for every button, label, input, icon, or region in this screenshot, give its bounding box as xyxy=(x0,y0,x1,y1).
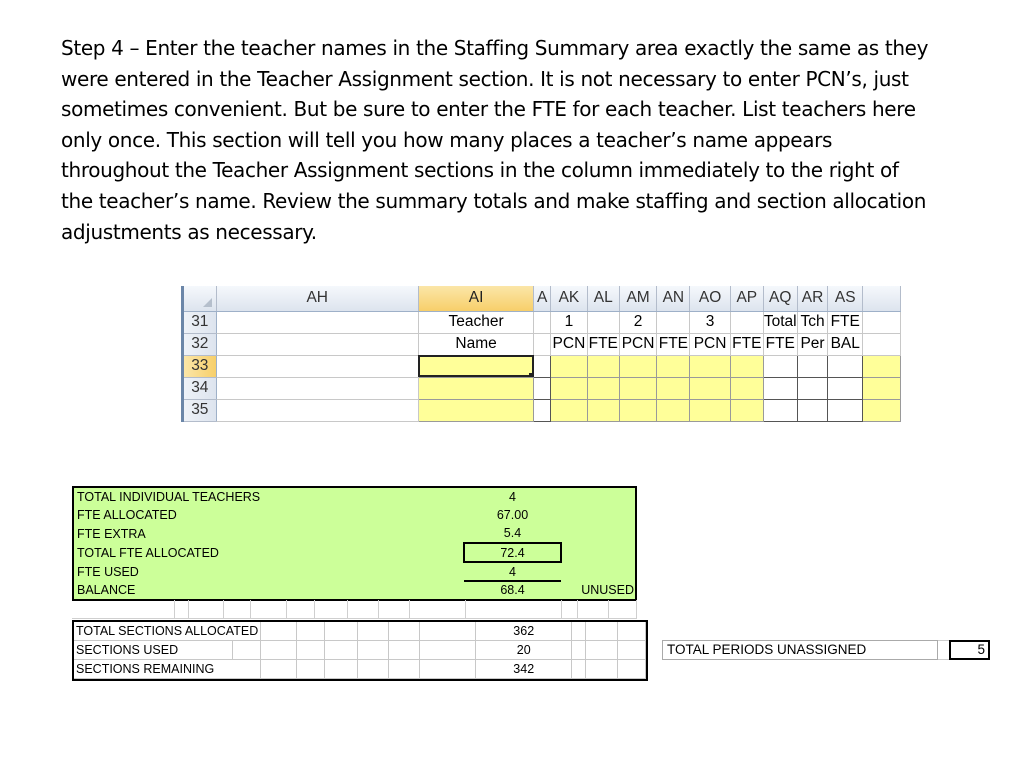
cell[interactable] xyxy=(534,399,551,421)
input-cell[interactable] xyxy=(551,399,588,421)
cell-tch-label[interactable]: Tch xyxy=(797,311,828,333)
column-header[interactable]: AR xyxy=(797,286,828,311)
calc-cell[interactable] xyxy=(828,377,863,399)
selected-teacher-name-cell[interactable] xyxy=(418,355,533,377)
summary-value: 4 xyxy=(509,489,516,504)
calc-cell[interactable] xyxy=(763,355,797,377)
cell-name-label[interactable]: Name xyxy=(418,333,533,355)
input-cell[interactable] xyxy=(657,355,690,377)
cell[interactable] xyxy=(216,311,418,333)
column-header[interactable]: AP xyxy=(730,286,763,311)
summary-label: BALANCE xyxy=(77,582,136,597)
column-header[interactable]: AH xyxy=(216,286,418,311)
instruction-line: Step 4 – Enter the teacher names in the Staffing Summary area exactly the same as they xyxy=(61,36,929,60)
cell[interactable] xyxy=(657,311,690,333)
summary-note xyxy=(561,525,636,544)
column-header[interactable]: AO xyxy=(690,286,731,311)
input-cell[interactable] xyxy=(619,355,657,377)
cell[interactable] xyxy=(216,333,418,355)
input-cell[interactable] xyxy=(657,377,690,399)
summary-label: TOTAL FTE ALLOCATED xyxy=(77,545,219,560)
summary-row xyxy=(73,581,636,600)
sections-value: 362 xyxy=(476,622,572,641)
instruction-line: sometimes convenient. But be sure to enter the FTE for each teacher. List teachers here xyxy=(61,97,916,122)
summary-value: 67.00 xyxy=(496,508,529,523)
input-cell[interactable] xyxy=(619,377,657,399)
cell[interactable] xyxy=(534,333,551,355)
row-header[interactable]: 35 xyxy=(184,399,216,421)
instruction-line: adjustments as necessary. xyxy=(61,219,317,244)
input-cell[interactable] xyxy=(863,355,901,377)
summary-note xyxy=(561,487,636,506)
sheet-row-32 xyxy=(184,333,901,355)
input-cell[interactable] xyxy=(863,399,901,421)
cell-fte-label[interactable]: FTE xyxy=(587,333,619,355)
cell-per-label[interactable]: Per xyxy=(797,333,828,355)
cell[interactable] xyxy=(534,311,551,333)
instruction-line: were entered in the Teacher Assignment section. It is not necessary to enter PCN’s, just xyxy=(61,66,909,91)
input-cell[interactable] xyxy=(690,355,731,377)
input-cell[interactable] xyxy=(587,399,619,421)
input-cell[interactable] xyxy=(657,399,690,421)
summary-label: FTE USED xyxy=(77,564,139,579)
column-header-active[interactable]: AI xyxy=(418,286,533,311)
cell-fte-label[interactable]: FTE xyxy=(763,333,797,355)
cell-slot-3-label[interactable]: 3 xyxy=(690,311,731,333)
sections-label: SECTIONS REMAINING xyxy=(74,659,261,678)
calc-cell[interactable] xyxy=(763,399,797,421)
sheet-row-35 xyxy=(184,399,901,421)
summary-row xyxy=(73,562,636,581)
sections-value: 342 xyxy=(476,659,572,678)
sections-summary xyxy=(72,620,648,681)
cell-fte-label[interactable]: FTE xyxy=(730,333,763,355)
input-cell[interactable] xyxy=(690,377,731,399)
cell[interactable] xyxy=(863,311,901,333)
teacher-name-cell[interactable] xyxy=(418,377,533,399)
input-cell[interactable] xyxy=(587,377,619,399)
cell-fte-label[interactable]: FTE xyxy=(828,311,863,333)
select-all-corner[interactable] xyxy=(184,286,216,311)
teacher-name-cell[interactable] xyxy=(418,399,533,421)
row-header[interactable]: 31 xyxy=(184,311,216,333)
cell[interactable] xyxy=(730,311,763,333)
summary-note xyxy=(561,562,636,581)
input-cell[interactable] xyxy=(863,377,901,399)
summary-row xyxy=(73,487,636,506)
periods-unassigned-label: TOTAL PERIODS UNASSIGNED xyxy=(662,640,938,660)
cell[interactable] xyxy=(216,377,418,399)
calc-cell[interactable] xyxy=(763,377,797,399)
column-header[interactable]: AM xyxy=(619,286,657,311)
sections-value: 20 xyxy=(476,641,572,660)
column-header-row xyxy=(184,286,901,311)
column-header[interactable]: AS xyxy=(828,286,863,311)
input-cell[interactable] xyxy=(619,399,657,421)
cell[interactable] xyxy=(587,311,619,333)
sections-row xyxy=(74,659,646,678)
fte-summary xyxy=(72,486,637,601)
fte-summary-table xyxy=(72,486,637,601)
sheet-row-34 xyxy=(184,377,901,399)
cell[interactable] xyxy=(863,333,901,355)
summary-note xyxy=(561,543,636,562)
sections-table xyxy=(74,622,646,679)
input-cell[interactable] xyxy=(730,399,763,421)
instruction-line: throughout the Teacher Assignment sections in the column immediately to the right of xyxy=(61,158,899,183)
input-cell[interactable] xyxy=(690,399,731,421)
row-header[interactable]: 32 xyxy=(184,333,216,355)
summary-label: FTE EXTRA xyxy=(77,526,146,541)
summary-note xyxy=(561,506,636,525)
total-fte-value: 72.4 xyxy=(464,543,561,562)
input-cell[interactable] xyxy=(551,377,588,399)
spreadsheet-screenshot xyxy=(181,286,901,422)
sheet-row-33 xyxy=(184,355,901,377)
column-header[interactable]: AK xyxy=(551,286,588,311)
cell[interactable] xyxy=(534,355,551,377)
column-header[interactable] xyxy=(863,286,901,311)
summary-label: TOTAL INDIVIDUAL TEACHERS xyxy=(77,489,261,504)
cell-slot-2-label[interactable]: 2 xyxy=(619,311,657,333)
summary-label: FTE ALLOCATED xyxy=(77,508,177,523)
calc-cell[interactable] xyxy=(797,399,828,421)
instruction-line: only once. This section will tell you how many places a teacher’s name appears xyxy=(61,127,833,152)
cell-bal-label[interactable]: BAL xyxy=(828,333,863,355)
grid-spacer-row xyxy=(72,600,637,619)
column-header[interactable]: AL xyxy=(587,286,619,311)
summary-row xyxy=(73,525,636,544)
calc-cell[interactable] xyxy=(828,355,863,377)
staffing-grid xyxy=(184,286,901,422)
summary-row xyxy=(73,543,636,562)
input-cell[interactable] xyxy=(587,355,619,377)
sheet-row-31 xyxy=(184,311,901,333)
sections-label: TOTAL SECTIONS ALLOCATED xyxy=(74,622,261,641)
sections-row xyxy=(74,641,646,660)
input-cell[interactable] xyxy=(551,355,588,377)
row-header[interactable]: 34 xyxy=(184,377,216,399)
column-header[interactable]: AN xyxy=(657,286,690,311)
summary-value: 5.4 xyxy=(503,526,522,541)
summary-row xyxy=(73,506,636,525)
input-cell[interactable] xyxy=(730,355,763,377)
input-cell[interactable] xyxy=(730,377,763,399)
balance-value: 68.4 xyxy=(500,583,525,598)
sections-row xyxy=(74,622,646,641)
cell[interactable] xyxy=(216,399,418,421)
instruction-line: the teacher’s name. Review the summary totals and make staffing and section allocation xyxy=(61,188,927,213)
column-header[interactable]: AQ xyxy=(763,286,797,311)
unused-note: UNUSED xyxy=(581,582,634,597)
row-header-active[interactable]: 33 xyxy=(184,355,216,377)
cell-total-label[interactable]: Total xyxy=(763,311,797,333)
calc-cell[interactable] xyxy=(828,399,863,421)
instruction-paragraph xyxy=(61,33,991,247)
cell-pcn-label[interactable]: PCN xyxy=(690,333,731,355)
column-header[interactable]: A xyxy=(534,286,551,311)
periods-unassigned-value: 5 xyxy=(949,640,990,660)
cell-teacher-label[interactable]: Teacher xyxy=(418,311,533,333)
cell-pcn-label[interactable]: PCN xyxy=(551,333,588,355)
cell-slot-1-label[interactable]: 1 xyxy=(551,311,588,333)
sections-label: SECTIONS USED xyxy=(74,641,232,660)
cell-fte-label[interactable]: FTE xyxy=(657,333,690,355)
cell-pcn-label[interactable]: PCN xyxy=(619,333,657,355)
calc-cell[interactable] xyxy=(797,377,828,399)
calc-cell[interactable] xyxy=(797,355,828,377)
summary-value: 4 xyxy=(464,562,561,581)
cell[interactable] xyxy=(216,355,418,377)
cell[interactable] xyxy=(534,377,551,399)
